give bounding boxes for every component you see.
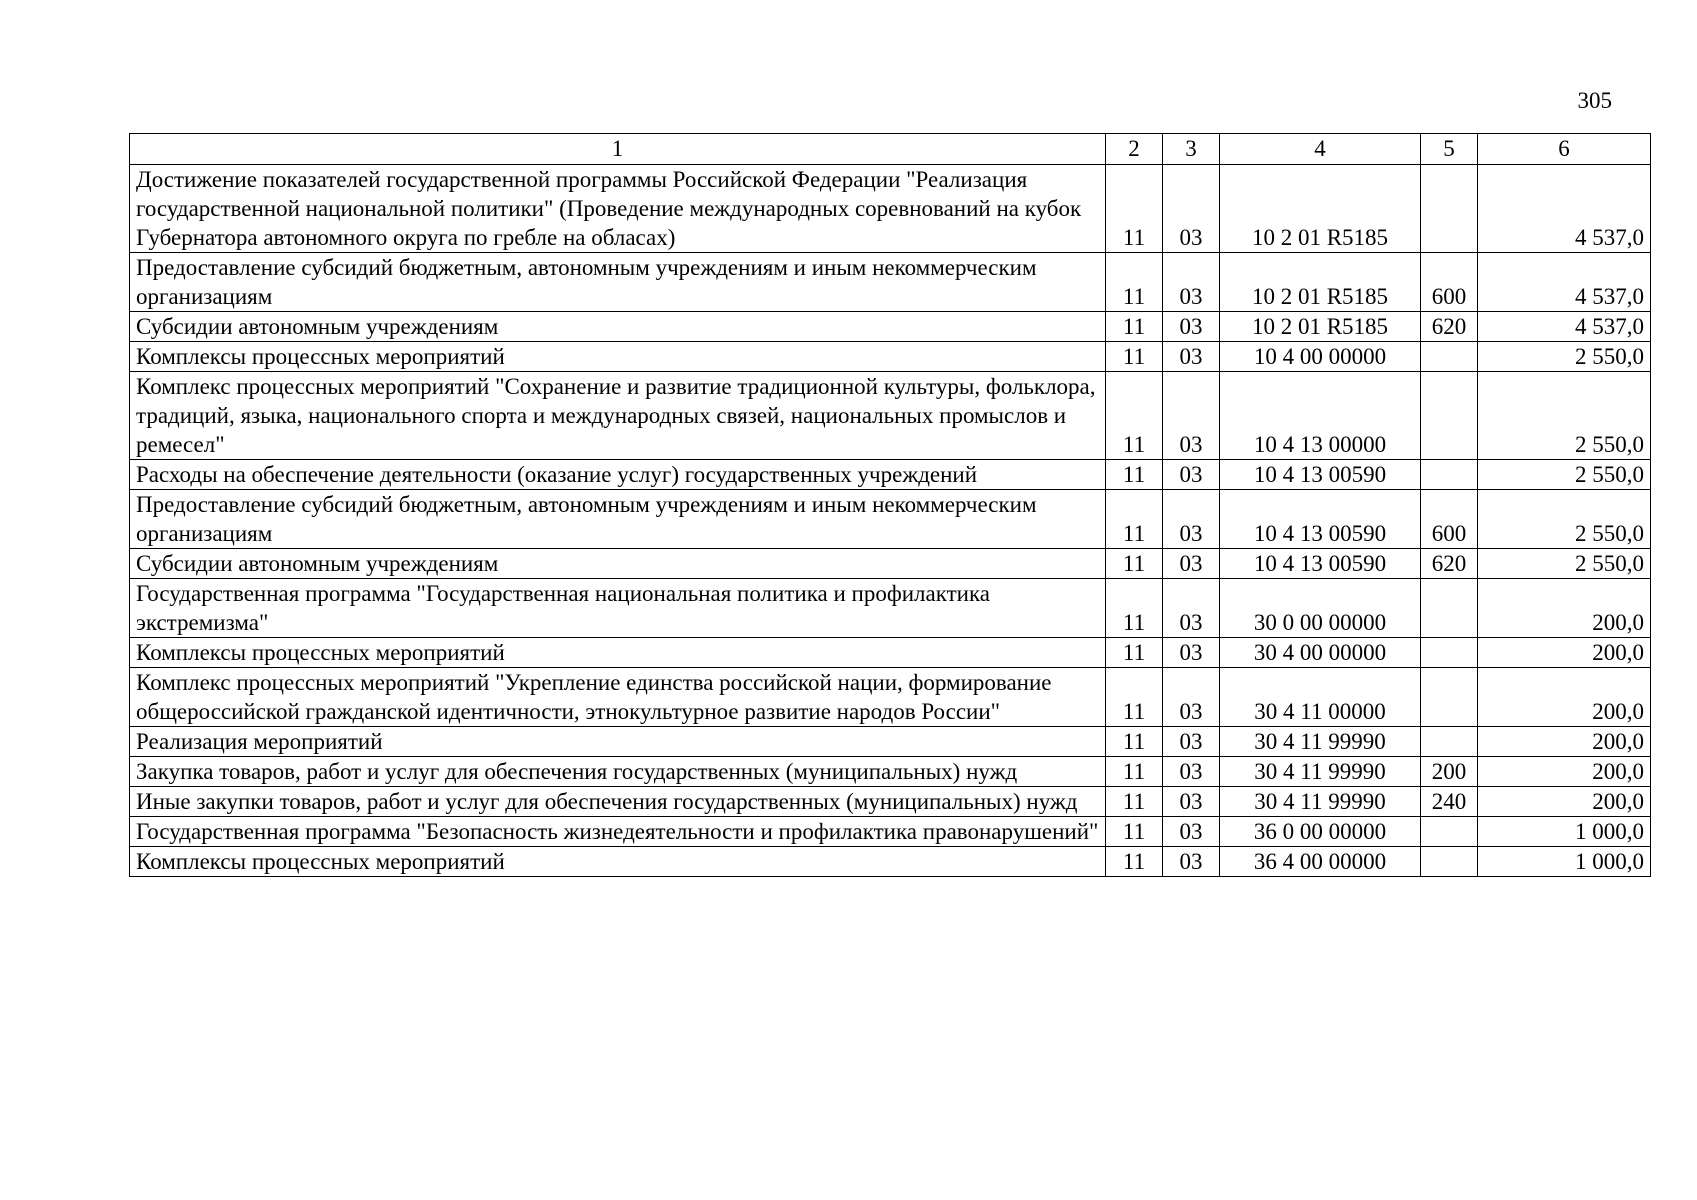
row-section-cell: 11	[1106, 549, 1163, 579]
row-amount-cell: 1 000,0	[1478, 847, 1651, 877]
row-subsection-cell: 03	[1163, 638, 1220, 668]
row-code-cell: 36 4 00 00000	[1220, 847, 1421, 877]
table-row	[130, 787, 1651, 817]
row-type-cell: 600	[1421, 253, 1478, 312]
row-amount-cell: 200,0	[1478, 638, 1651, 668]
table-row	[130, 847, 1651, 877]
row-subsection-cell: 03	[1163, 757, 1220, 787]
table-row	[130, 549, 1651, 579]
header-cell-section: 2	[1106, 134, 1163, 165]
row-amount-cell: 2 550,0	[1478, 490, 1651, 549]
header-cell-type: 5	[1421, 134, 1478, 165]
row-code-cell: 30 4 11 00000	[1220, 668, 1421, 727]
row-code-cell: 10 2 01 R5185	[1220, 253, 1421, 312]
row-name-cell: Субсидии автономным учреждениям	[130, 549, 1106, 579]
row-subsection-cell: 03	[1163, 253, 1220, 312]
row-type-cell	[1421, 727, 1478, 757]
row-code-cell: 30 4 11 99990	[1220, 727, 1421, 757]
row-type-cell	[1421, 372, 1478, 460]
row-type-cell	[1421, 460, 1478, 490]
row-name-cell: Комплексы процессных мероприятий	[130, 847, 1106, 877]
row-code-cell: 30 4 11 99990	[1220, 787, 1421, 817]
row-amount-cell: 2 550,0	[1478, 549, 1651, 579]
row-section-cell: 11	[1106, 165, 1163, 253]
row-section-cell: 11	[1106, 253, 1163, 312]
row-code-cell: 30 0 00 00000	[1220, 579, 1421, 638]
row-amount-cell: 200,0	[1478, 727, 1651, 757]
row-subsection-cell: 03	[1163, 847, 1220, 877]
row-name-cell: Закупка товаров, работ и услуг для обеспечения государственных (муниципальных) нужд	[130, 757, 1106, 787]
row-name-cell: Комплекс процессных мероприятий "Сохранение и развитие традиционной культуры, фольклора, традиций, языка, национального спорта и международных связей, национальных промыслов и ремесел"	[130, 372, 1106, 460]
row-subsection-cell: 03	[1163, 460, 1220, 490]
row-type-cell	[1421, 579, 1478, 638]
row-code-cell: 10 2 01 R5185	[1220, 165, 1421, 253]
row-section-cell: 11	[1106, 579, 1163, 638]
row-subsection-cell: 03	[1163, 372, 1220, 460]
row-amount-cell: 200,0	[1478, 757, 1651, 787]
row-type-cell	[1421, 342, 1478, 372]
row-section-cell: 11	[1106, 490, 1163, 549]
row-name-cell: Комплексы процессных мероприятий	[130, 342, 1106, 372]
row-amount-cell: 200,0	[1478, 787, 1651, 817]
row-amount-cell: 2 550,0	[1478, 372, 1651, 460]
row-amount-cell: 4 537,0	[1478, 165, 1651, 253]
table-row	[130, 460, 1651, 490]
row-name-cell: Комплексы процессных мероприятий	[130, 638, 1106, 668]
row-type-cell: 200	[1421, 757, 1478, 787]
row-amount-cell: 1 000,0	[1478, 817, 1651, 847]
row-section-cell: 11	[1106, 372, 1163, 460]
row-name-cell: Комплекс процессных мероприятий "Укрепление единства российской нации, формирование общероссийской гражданской идентичности, этнокультурное развитие народов России"	[130, 668, 1106, 727]
row-subsection-cell: 03	[1163, 549, 1220, 579]
row-subsection-cell: 03	[1163, 817, 1220, 847]
row-code-cell: 10 4 00 00000	[1220, 342, 1421, 372]
table-row	[130, 668, 1651, 727]
row-amount-cell: 200,0	[1478, 579, 1651, 638]
row-code-cell: 10 4 13 00590	[1220, 460, 1421, 490]
row-type-cell	[1421, 165, 1478, 253]
row-name-cell: Государственная программа "Безопасность жизнедеятельности и профилактика правонарушений"	[130, 817, 1106, 847]
header-row	[130, 134, 1651, 165]
row-type-cell: 620	[1421, 549, 1478, 579]
row-section-cell: 11	[1106, 787, 1163, 817]
row-type-cell	[1421, 817, 1478, 847]
row-code-cell: 36 0 00 00000	[1220, 817, 1421, 847]
row-name-cell: Расходы на обеспечение деятельности (оказание услуг) государственных учреждений	[130, 460, 1106, 490]
row-code-cell: 30 4 11 99990	[1220, 757, 1421, 787]
table-row	[130, 372, 1651, 460]
budget-table	[129, 133, 1651, 877]
row-section-cell: 11	[1106, 668, 1163, 727]
row-section-cell: 11	[1106, 847, 1163, 877]
row-amount-cell: 2 550,0	[1478, 342, 1651, 372]
row-type-cell	[1421, 638, 1478, 668]
row-name-cell: Предоставление субсидий бюджетным, автономным учреждениям и иным некоммерческим организациям	[130, 253, 1106, 312]
row-subsection-cell: 03	[1163, 727, 1220, 757]
table-row	[130, 490, 1651, 549]
row-type-cell: 620	[1421, 312, 1478, 342]
header-cell-name: 1	[130, 134, 1106, 165]
row-name-cell: Предоставление субсидий бюджетным, автономным учреждениям и иным некоммерческим организациям	[130, 490, 1106, 549]
row-type-cell: 600	[1421, 490, 1478, 549]
table-row	[130, 757, 1651, 787]
table-row	[130, 312, 1651, 342]
row-subsection-cell: 03	[1163, 668, 1220, 727]
row-section-cell: 11	[1106, 638, 1163, 668]
row-section-cell: 11	[1106, 460, 1163, 490]
row-subsection-cell: 03	[1163, 490, 1220, 549]
row-section-cell: 11	[1106, 817, 1163, 847]
row-name-cell: Субсидии автономным учреждениям	[130, 312, 1106, 342]
table-row	[130, 253, 1651, 312]
row-name-cell: Государственная программа "Государственная национальная политика и профилактика экстремизма"	[130, 579, 1106, 638]
row-subsection-cell: 03	[1163, 342, 1220, 372]
header-cell-code: 4	[1220, 134, 1421, 165]
row-section-cell: 11	[1106, 312, 1163, 342]
row-code-cell: 10 2 01 R5185	[1220, 312, 1421, 342]
row-amount-cell: 2 550,0	[1478, 460, 1651, 490]
row-subsection-cell: 03	[1163, 312, 1220, 342]
row-type-cell	[1421, 847, 1478, 877]
header-cell-amount: 6	[1478, 134, 1651, 165]
table-row	[130, 638, 1651, 668]
row-section-cell: 11	[1106, 757, 1163, 787]
table-row	[130, 165, 1651, 253]
row-type-cell: 240	[1421, 787, 1478, 817]
table-row	[130, 817, 1651, 847]
table-body	[130, 165, 1651, 877]
row-subsection-cell: 03	[1163, 787, 1220, 817]
table-row	[130, 342, 1651, 372]
header-cell-subsection: 3	[1163, 134, 1220, 165]
row-type-cell	[1421, 668, 1478, 727]
row-amount-cell: 200,0	[1478, 668, 1651, 727]
row-code-cell: 10 4 13 00590	[1220, 549, 1421, 579]
row-section-cell: 11	[1106, 727, 1163, 757]
row-name-cell: Реализация мероприятий	[130, 727, 1106, 757]
row-subsection-cell: 03	[1163, 165, 1220, 253]
row-name-cell: Иные закупки товаров, работ и услуг для обеспечения государственных (муниципальных) нужд	[130, 787, 1106, 817]
row-code-cell: 10 4 13 00000	[1220, 372, 1421, 460]
row-code-cell: 10 4 13 00590	[1220, 490, 1421, 549]
row-name-cell: Достижение показателей государственной программы Российской Федерации "Реализация государственной национальной политики" (Проведение международных соревнований на кубок Губернатора автономного округа по гребле на обласах)	[130, 165, 1106, 253]
row-amount-cell: 4 537,0	[1478, 312, 1651, 342]
row-subsection-cell: 03	[1163, 579, 1220, 638]
table-row	[130, 579, 1651, 638]
page-number: 305	[1577, 88, 1612, 113]
row-code-cell: 30 4 00 00000	[1220, 638, 1421, 668]
table-row	[130, 727, 1651, 757]
row-amount-cell: 4 537,0	[1478, 253, 1651, 312]
row-section-cell: 11	[1106, 342, 1163, 372]
